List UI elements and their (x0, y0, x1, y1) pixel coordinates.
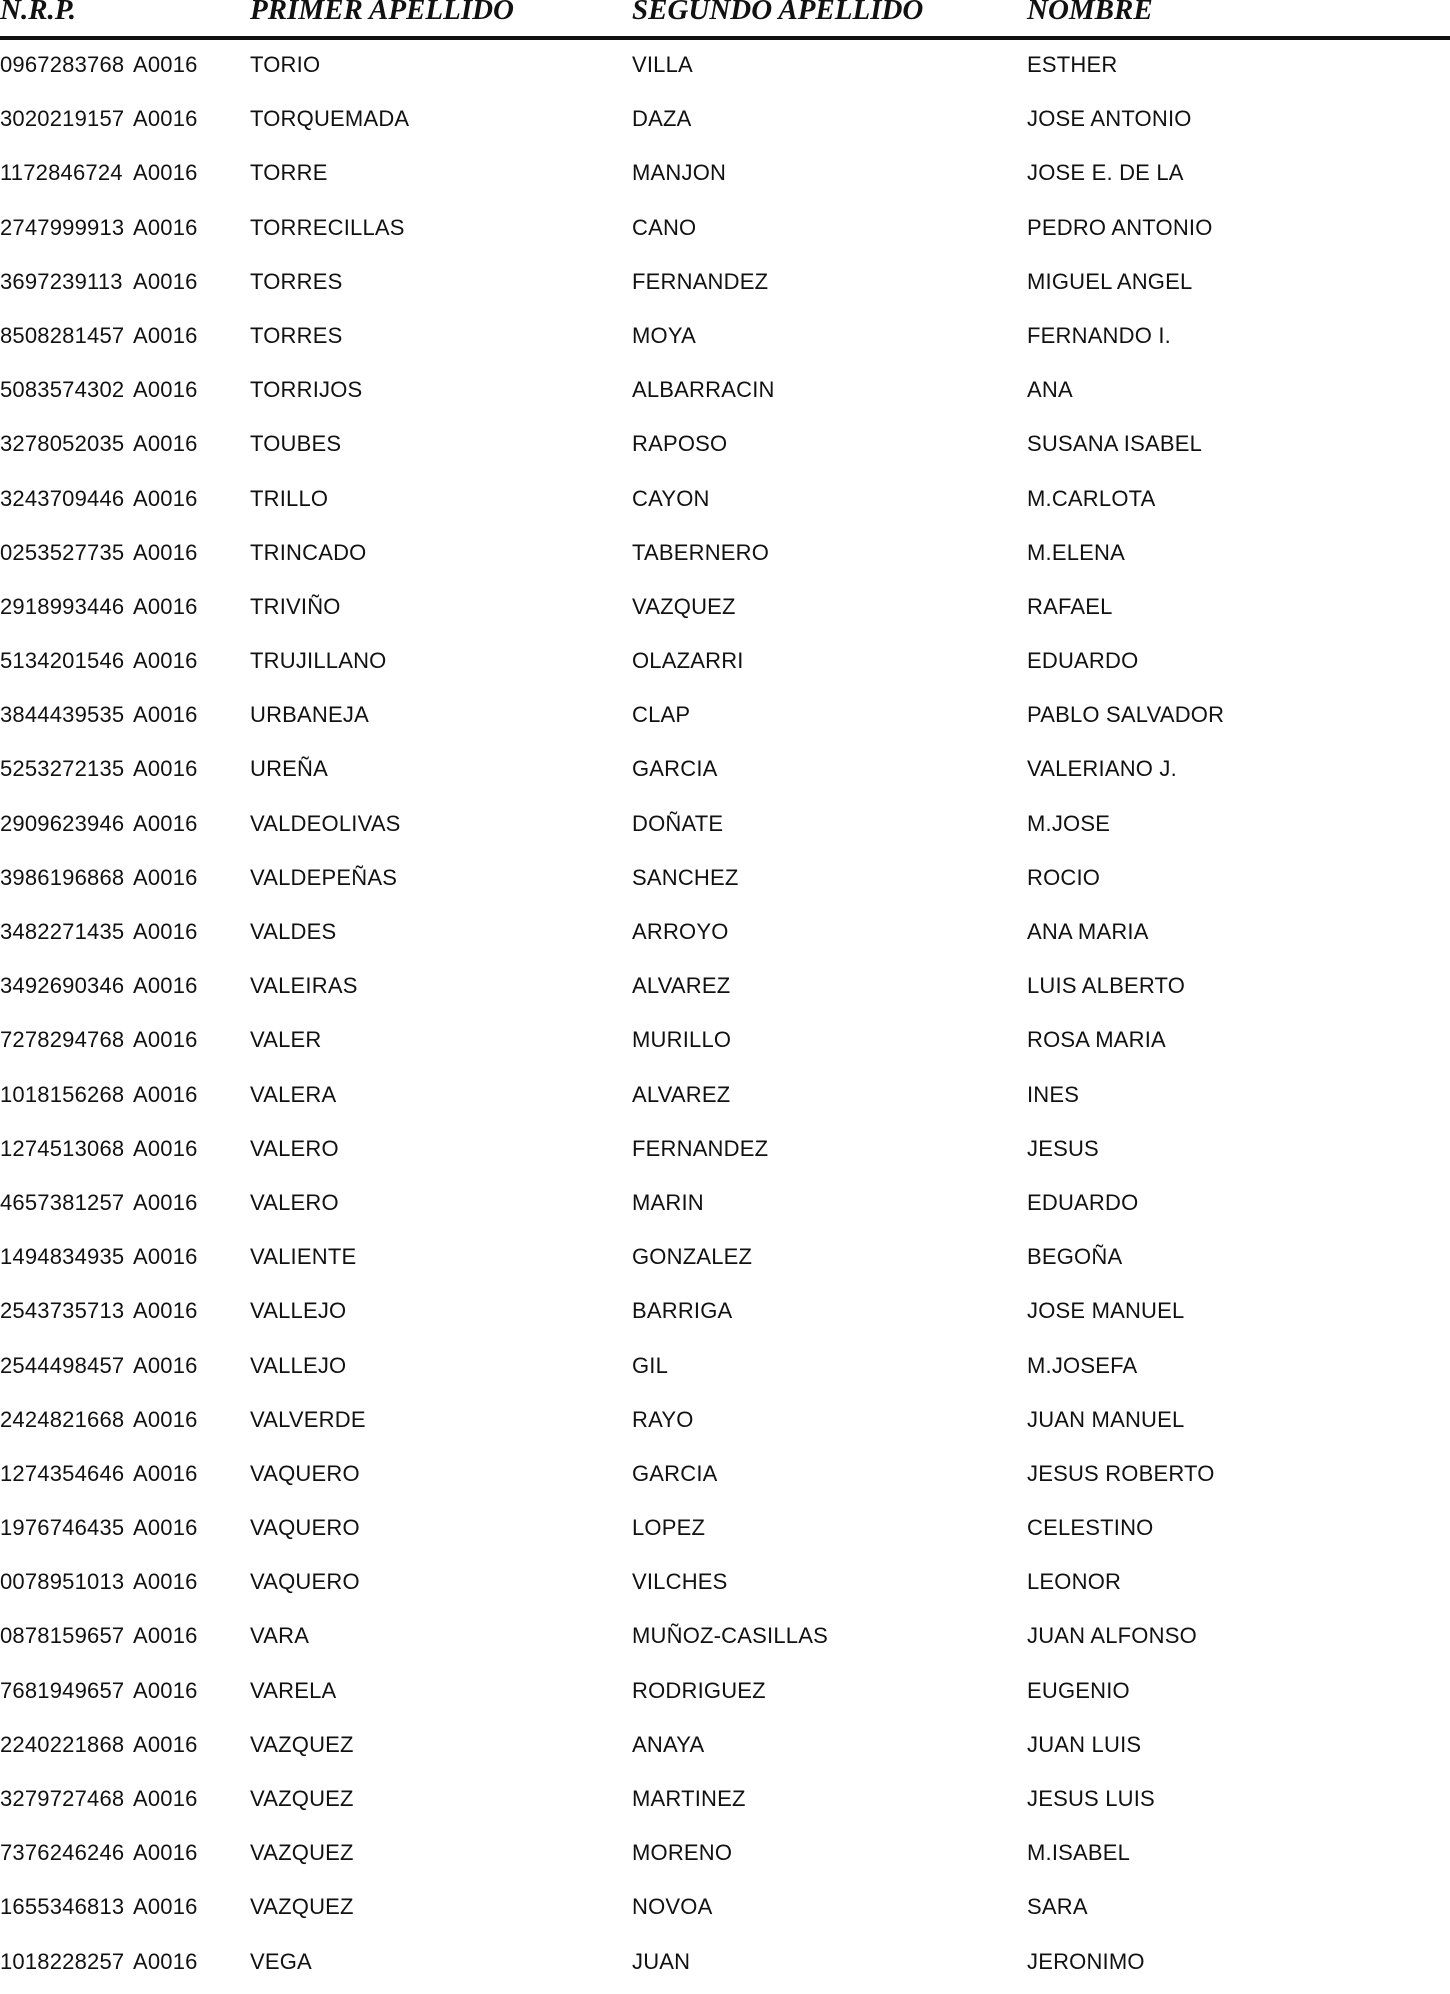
primer-apellido-cell: VALERA (250, 1081, 337, 1107)
table-row (0, 1073, 1450, 1127)
segundo-apellido-cell: ANAYA (632, 1731, 705, 1757)
nrp-cell: 8508281457 (0, 322, 125, 348)
segundo-apellido-cell: JUAN (632, 1948, 691, 1974)
primer-apellido-cell: VAZQUEZ (250, 1840, 354, 1866)
table-row (0, 639, 1450, 693)
primer-apellido-cell: VALDEOLIVAS (250, 810, 401, 836)
nrp-cell: 0967283768 (0, 52, 125, 77)
nrp-cell: 2918993446 (0, 593, 125, 619)
nrp-cell: 1018228257 (0, 1948, 125, 1974)
primer-apellido-cell: TORRECILLAS (250, 214, 405, 240)
nombre-cell: JOSE MANUEL (1027, 1298, 1185, 1324)
nombre-cell: JUAN LUIS (1027, 1731, 1142, 1757)
code-cell: A0016 (133, 1894, 198, 1920)
code-cell: A0016 (133, 702, 198, 728)
nrp-cell: 4657381257 (0, 1189, 125, 1215)
nrp-cell: 7376246246 (0, 1840, 125, 1866)
segundo-apellido-cell: DAZA (632, 106, 692, 132)
nombre-cell: MIGUEL ANGEL (1027, 268, 1193, 294)
nrp-cell: 2543735713 (0, 1298, 125, 1324)
primer-apellido-cell: TOUBES (250, 431, 342, 457)
header-segundo-apellido: SEGUNDO APELLIDO (632, 0, 924, 26)
nrp-cell: 2424821668 (0, 1406, 125, 1432)
code-cell: A0016 (133, 648, 198, 674)
nombre-cell: JUAN MANUEL (1027, 1406, 1185, 1432)
table-row (0, 206, 1450, 260)
code-cell: A0016 (133, 1948, 198, 1974)
nombre-cell: JOSE E. DE LA (1027, 160, 1184, 186)
nrp-cell: 1274354646 (0, 1460, 125, 1486)
code-cell: A0016 (133, 214, 198, 240)
nombre-cell: SUSANA ISABEL (1027, 431, 1203, 457)
nrp-cell: 3697239113 (0, 268, 123, 294)
segundo-apellido-cell: RAYO (632, 1406, 694, 1432)
table-row (0, 1127, 1450, 1181)
nombre-cell: SARA (1027, 1894, 1088, 1920)
code-cell: A0016 (133, 1244, 198, 1270)
nrp-cell: 1274513068 (0, 1135, 125, 1161)
segundo-apellido-cell: RODRIGUEZ (632, 1677, 766, 1703)
code-cell: A0016 (133, 268, 198, 294)
header-nrp: N.R.P. (0, 0, 77, 26)
nombre-cell: LUIS ALBERTO (1027, 973, 1186, 999)
segundo-apellido-cell: CAYON (632, 485, 710, 511)
primer-apellido-cell: TRINCADO (250, 539, 367, 565)
table-row (0, 1344, 1450, 1398)
segundo-apellido-cell: RAPOSO (632, 431, 728, 457)
primer-apellido-cell: VALDES (250, 919, 337, 944)
nrp-cell: 2909623946 (0, 810, 125, 836)
nombre-cell: JESUS (1027, 1135, 1099, 1161)
nombre-cell: PABLO SALVADOR (1027, 702, 1225, 728)
segundo-apellido-cell: MOYA (632, 322, 696, 348)
nrp-cell: 0253527735 (0, 539, 125, 565)
table-row (0, 856, 1450, 910)
code-cell: A0016 (133, 1840, 198, 1866)
nrp-cell: 5134201546 (0, 648, 125, 674)
code-cell: A0016 (133, 1731, 198, 1757)
nombre-cell: M.ELENA (1027, 539, 1125, 565)
segundo-apellido-cell: VILCHES (632, 1569, 728, 1595)
segundo-apellido-cell: ALVAREZ (632, 973, 731, 999)
nrp-cell: 1655346813 (0, 1894, 125, 1920)
primer-apellido-cell: TORRIJOS (250, 377, 363, 403)
code-cell: A0016 (133, 1135, 198, 1161)
table-row (0, 1885, 1450, 1939)
nrp-cell: 3844439535 (0, 702, 125, 728)
primer-apellido-cell: VARA (250, 1623, 310, 1649)
segundo-apellido-cell: GIL (632, 1352, 669, 1378)
primer-apellido-cell: VALERO (250, 1135, 339, 1161)
primer-apellido-cell: VARELA (250, 1677, 337, 1703)
segundo-apellido-cell: DOÑATE (632, 810, 724, 836)
nombre-cell: INES (1027, 1081, 1080, 1107)
segundo-apellido-cell: TABERNERO (632, 539, 770, 565)
nombre-cell: JESUS LUIS (1027, 1786, 1155, 1811)
primer-apellido-cell: VALLEJO (250, 1298, 347, 1324)
segundo-apellido-cell: MURILLO (632, 1027, 732, 1053)
primer-apellido-cell: VALLEJO (250, 1352, 347, 1378)
nombre-cell: RAFAEL (1027, 593, 1113, 619)
code-cell: A0016 (133, 160, 198, 186)
code-cell: A0016 (133, 1460, 198, 1486)
nrp-cell: 7681949657 (0, 1677, 125, 1703)
segundo-apellido-cell: MUÑOZ-CASILLAS (632, 1623, 828, 1649)
segundo-apellido-cell: FERNANDEZ (632, 1135, 769, 1161)
code-cell: A0016 (133, 1406, 198, 1432)
nrp-cell: 1172846724 (0, 160, 123, 186)
segundo-apellido-cell: ALBARRACIN (632, 377, 775, 403)
primer-apellido-cell: VALERO (250, 1189, 339, 1215)
table-row (0, 151, 1450, 205)
segundo-apellido-cell: VAZQUEZ (632, 593, 736, 619)
code-cell: A0016 (133, 593, 198, 619)
nrp-cell: 2240221868 (0, 1731, 125, 1757)
nombre-cell: JUAN ALFONSO (1027, 1623, 1197, 1649)
nombre-cell: M.JOSEFA (1027, 1352, 1138, 1378)
nrp-cell: 2747999913 (0, 214, 125, 240)
header-primer-apellido: PRIMER APELLIDO (250, 0, 514, 26)
code-cell: A0016 (133, 322, 198, 348)
nombre-cell: ROSA MARIA (1027, 1027, 1166, 1053)
primer-apellido-cell: VALDEPEÑAS (250, 864, 398, 890)
table-row (0, 477, 1450, 531)
segundo-apellido-cell: GARCIA (632, 756, 718, 782)
primer-apellido-cell: TORRES (250, 322, 343, 348)
segundo-apellido-cell: CLAP (632, 702, 691, 728)
segundo-apellido-cell: MORENO (632, 1840, 733, 1866)
code-cell: A0016 (133, 52, 198, 77)
table-row (0, 1235, 1450, 1289)
nrp-cell: 0078951013 (0, 1569, 125, 1595)
nombre-cell: ROCIO (1027, 864, 1101, 890)
segundo-apellido-cell: GONZALEZ (632, 1244, 753, 1270)
table-row (0, 1560, 1450, 1614)
code-cell: A0016 (133, 1623, 198, 1649)
code-cell: A0016 (133, 1569, 198, 1595)
nombre-cell: ANA MARIA (1027, 919, 1149, 944)
primer-apellido-cell: TRILLO (250, 485, 329, 511)
segundo-apellido-cell: ARROYO (632, 919, 729, 944)
nrp-cell: 1018156268 (0, 1081, 125, 1107)
code-cell: A0016 (133, 539, 198, 565)
nombre-cell: ANA (1027, 377, 1073, 403)
code-cell: A0016 (133, 810, 198, 836)
primer-apellido-cell: VAZQUEZ (250, 1894, 354, 1920)
table-row (0, 1940, 1450, 1994)
segundo-apellido-cell: GARCIA (632, 1460, 718, 1486)
table-row (0, 260, 1450, 314)
table-body (0, 43, 1450, 1994)
segundo-apellido-cell: LOPEZ (632, 1515, 706, 1541)
primer-apellido-cell: VAZQUEZ (250, 1731, 354, 1757)
nrp-cell: 3278052035 (0, 431, 125, 457)
nrp-cell: 1494834935 (0, 1244, 125, 1270)
nombre-cell: JESUS ROBERTO (1027, 1460, 1215, 1486)
table-row (0, 1831, 1450, 1885)
segundo-apellido-cell: NOVOA (632, 1894, 713, 1920)
code-cell: A0016 (133, 377, 198, 403)
code-cell: A0016 (133, 973, 198, 999)
segundo-apellido-cell: OLAZARRI (632, 648, 744, 674)
table-row (0, 314, 1450, 368)
segundo-apellido-cell: SANCHEZ (632, 864, 739, 890)
code-cell: A0016 (133, 106, 198, 132)
nombre-cell: JERONIMO (1027, 1948, 1145, 1974)
nombre-cell: LEONOR (1027, 1569, 1122, 1595)
table-row (0, 910, 1450, 964)
table-row (0, 1777, 1450, 1831)
nombre-cell: BEGOÑA (1027, 1244, 1123, 1270)
code-cell: A0016 (133, 864, 198, 890)
segundo-apellido-cell: FERNANDEZ (632, 268, 769, 294)
table-row (0, 585, 1450, 639)
table-row (0, 1723, 1450, 1777)
primer-apellido-cell: VAQUERO (250, 1515, 360, 1541)
table-row (0, 531, 1450, 585)
code-cell: A0016 (133, 756, 198, 782)
nrp-cell: 1976746435 (0, 1515, 125, 1541)
nombre-cell: PEDRO ANTONIO (1027, 214, 1213, 240)
header-nombre: NOMBRE (1027, 0, 1153, 26)
nrp-cell: 7278294768 (0, 1027, 125, 1053)
nombre-cell: JOSE ANTONIO (1027, 106, 1192, 132)
segundo-apellido-cell: CANO (632, 214, 697, 240)
table-row (0, 693, 1450, 747)
nombre-cell: CELESTINO (1027, 1515, 1154, 1541)
primer-apellido-cell: TORRE (250, 160, 328, 186)
nrp-cell: 2544498457 (0, 1352, 125, 1378)
code-cell: A0016 (133, 485, 198, 511)
primer-apellido-cell: TORQUEMADA (250, 106, 410, 132)
nombre-cell: EDUARDO (1027, 648, 1139, 674)
nrp-cell: 0878159657 (0, 1623, 125, 1649)
table-row (0, 1614, 1450, 1668)
code-cell: A0016 (133, 431, 198, 457)
table-row (0, 368, 1450, 422)
nombre-cell: EUGENIO (1027, 1677, 1130, 1703)
nrp-cell: 5083574302 (0, 377, 125, 403)
segundo-apellido-cell: ALVAREZ (632, 1081, 731, 1107)
nrp-cell: 3243709446 (0, 485, 125, 511)
code-cell: A0016 (133, 1677, 198, 1703)
table-row (0, 1452, 1450, 1506)
primer-apellido-cell: VALIENTE (250, 1244, 357, 1270)
table-header (0, 0, 1450, 40)
primer-apellido-cell: TORIO (250, 52, 321, 77)
nombre-cell: FERNANDO I. (1027, 322, 1171, 348)
segundo-apellido-cell: MARTINEZ (632, 1786, 746, 1811)
code-cell: A0016 (133, 1298, 198, 1324)
primer-apellido-cell: TORRES (250, 268, 343, 294)
nombre-cell: EDUARDO (1027, 1189, 1139, 1215)
primer-apellido-cell: UREÑA (250, 756, 329, 782)
nombre-cell: ESTHER (1027, 52, 1118, 77)
nombre-cell: VALERIANO J. (1027, 756, 1177, 782)
primer-apellido-cell: URBANEJA (250, 702, 369, 728)
primer-apellido-cell: VAZQUEZ (250, 1786, 354, 1811)
code-cell: A0016 (133, 1081, 198, 1107)
segundo-apellido-cell: VILLA (632, 52, 693, 77)
nrp-cell: 3279727468 (0, 1786, 125, 1811)
table-row (0, 747, 1450, 801)
table-row (0, 422, 1450, 476)
primer-apellido-cell: VAQUERO (250, 1460, 360, 1486)
table-row (0, 1398, 1450, 1452)
segundo-apellido-cell: MANJON (632, 160, 727, 186)
nombre-cell: M.JOSE (1027, 810, 1111, 836)
segundo-apellido-cell: BARRIGA (632, 1298, 733, 1324)
primer-apellido-cell: TRIVIÑO (250, 593, 341, 619)
table-row (0, 1669, 1450, 1723)
primer-apellido-cell: VALER (250, 1027, 322, 1053)
table-row (0, 964, 1450, 1018)
primer-apellido-cell: TRUJILLANO (250, 648, 387, 674)
segundo-apellido-cell: MARIN (632, 1189, 704, 1215)
table-row (0, 43, 1450, 97)
table-row (0, 1289, 1450, 1343)
nrp-cell: 3482271435 (0, 919, 125, 944)
nrp-cell: 3492690346 (0, 973, 125, 999)
nrp-cell: 3020219157 (0, 106, 125, 132)
primer-apellido-cell: VAQUERO (250, 1569, 360, 1595)
nrp-cell: 5253272135 (0, 756, 125, 782)
code-cell: A0016 (133, 919, 198, 944)
table-row (0, 1018, 1450, 1072)
table-row (0, 1506, 1450, 1560)
code-cell: A0016 (133, 1352, 198, 1378)
nombre-cell: M.CARLOTA (1027, 485, 1156, 511)
table-row (0, 97, 1450, 151)
nrp-cell: 3986196868 (0, 864, 125, 890)
code-cell: A0016 (133, 1515, 198, 1541)
code-cell: A0016 (133, 1786, 198, 1811)
table-row (0, 802, 1450, 856)
code-cell: A0016 (133, 1027, 198, 1053)
primer-apellido-cell: VEGA (250, 1948, 312, 1974)
nombre-cell: M.ISABEL (1027, 1840, 1131, 1866)
primer-apellido-cell: VALVERDE (250, 1406, 366, 1432)
table-row (0, 1181, 1450, 1235)
code-cell: A0016 (133, 1189, 198, 1215)
primer-apellido-cell: VALEIRAS (250, 973, 358, 999)
